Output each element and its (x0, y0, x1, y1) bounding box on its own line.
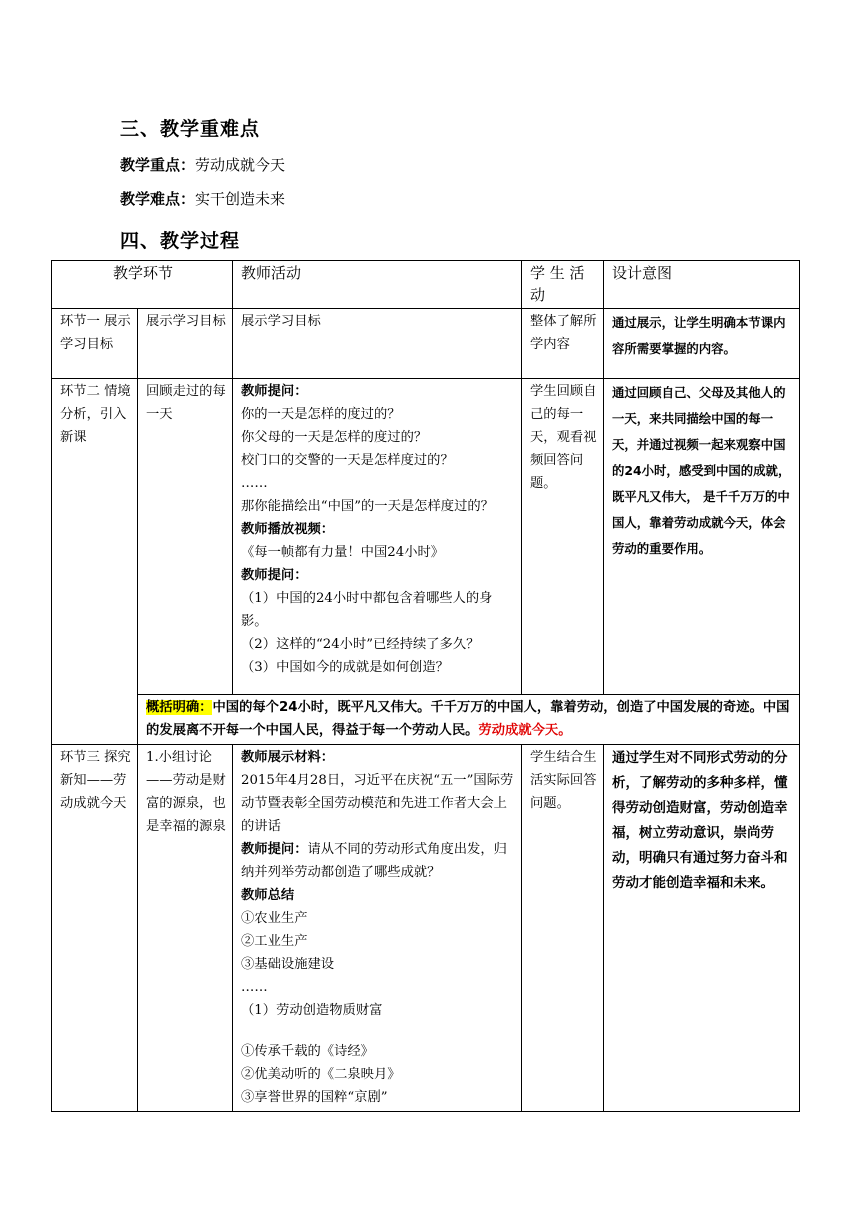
row2-answer-3: （3）中国如今的成就是如何创造？ (241, 660, 449, 675)
row2-stage: 环节二 情境分析，引入新课 (52, 379, 138, 745)
row2-sub: 回顾走过的每一天 (138, 379, 233, 695)
table-header-row (52, 261, 800, 309)
row2-video-title: 《每一帧都有力量！中国24小时》 (241, 545, 445, 560)
row3-teacher (233, 745, 522, 1112)
difficult-point-line (120, 188, 285, 209)
header-student-activity: 学 生 活 动 (522, 261, 604, 309)
row3-culture-2: ②优美动听的《二泉映月》 (241, 1067, 401, 1082)
row3-culture-1: ①传承千载的《诗经》 (241, 1044, 374, 1059)
row3-ask (241, 838, 515, 884)
summary-red-text: 劳动成就今天。 (478, 723, 572, 738)
key-point-line (120, 154, 285, 175)
table-row (52, 309, 800, 379)
row1-teacher: 展示学习目标 (233, 309, 522, 379)
row1-stage: 环节一 展示学习目标 (52, 309, 138, 379)
row2-summary (138, 695, 800, 745)
row3-spacer (241, 1022, 515, 1040)
row2-video-label: 教师播放视频： (241, 522, 335, 537)
header-stage: 教学环节 (52, 261, 233, 309)
row3-material: 2015年4月28日，习近平在庆祝“五一”国际劳动节暨表彰全国劳动模范和先进工作者大会上的讲话 (241, 773, 514, 834)
row2-question-3: 校门口的交警的一天是怎样度过的？ (241, 453, 454, 468)
row3-material-label: 教师展示材料： (241, 750, 335, 765)
row2-question-1: 你的一天是怎样的度过的？ (241, 407, 401, 422)
row2-question-2: 你父母的一天是怎样的度过的？ (241, 430, 428, 445)
row3-item-3: ③基础设施建设 (241, 957, 335, 972)
table-row (52, 745, 800, 1112)
difficult-point-label: 教学难点： (120, 190, 196, 208)
row2-answer-1: （1）中国的24小时中都包含着哪些人的身影。 (241, 591, 493, 629)
key-point-value: 劳动成就今天 (195, 156, 286, 174)
row3-ellipsis: …… (241, 980, 268, 995)
row1-sub: 展示学习目标 (138, 309, 233, 379)
row2-teacher (233, 379, 522, 695)
teaching-process-table (51, 260, 800, 1112)
key-point-label: 教学重点： (120, 156, 196, 174)
row2-student: 学生回顾自己的每一天，观看视频回答问题。 (522, 379, 604, 695)
row2-question-4: 那你能描绘出“中国”的一天是怎样度过的？ (241, 499, 494, 514)
row2-ask-label: 教师提问： (241, 384, 308, 399)
section-heading-key-points: 三、教学重难点 (120, 118, 261, 140)
summary-text: 中国的每个24小时，既平凡又伟大。千千万万的中国人，靠着劳动，创造了中国发展的奇迹。中国的发展离不开每一个中国人民，得益于每一个劳动人民。 (146, 700, 790, 738)
row3-wealth: （1）劳动创造物质财富 (241, 1003, 383, 1018)
difficult-point-value: 实干创造未来 (195, 190, 286, 208)
table-row (52, 379, 800, 695)
row3-culture-3: ③享誉世界的国粹“京剧” (241, 1090, 388, 1105)
row3-ask-text: 请从不同的劳动形式角度出发，归纳并列举劳动都创造了哪些成就？ (241, 842, 507, 880)
summary-label: 概括明确： (146, 700, 213, 715)
row3-stage: 环节三 探究新知——劳动成就今天 (52, 745, 138, 1112)
header-design-intent: 设计意图 (604, 261, 800, 309)
section-heading-process: 四、教学过程 (120, 230, 241, 252)
row3-summary-label: 教师总结 (241, 888, 295, 903)
row3-ask-label: 教师提问： (241, 842, 308, 857)
row1-student: 整体了解所学内容 (522, 309, 604, 379)
row3-student: 学生结合生活实际回答问题。 (522, 745, 604, 1112)
row2-answer-2: （2）这样的“24小时”已经持续了多久？ (241, 637, 480, 652)
header-teacher-activity: 教师活动 (233, 261, 522, 309)
row3-item-1: ①农业生产 (241, 911, 308, 926)
row2-design: 通过回顾自己、父母及其他人的一天，来共同描绘中国的每一天，并通过视频一起来观察中国的24小时，感受到中国的成就，既平凡又伟大， 是千千万万的中国人，靠着劳动成就今天，体会劳动的重要作用。 (604, 379, 800, 695)
row3-design: 通过学生对不同形式劳动的分析，了解劳动的多种多样，懂得劳动创造财富，劳动创造幸福，树立劳动意识，崇尚劳动，明确只有通过努力奋斗和劳动才能创造幸福和未来。 (604, 745, 800, 1112)
table-row (52, 695, 800, 745)
row2-ellipsis: …… (241, 476, 268, 491)
row1-design: 通过展示，让学生明确本节课内容所需要掌握的内容。 (604, 309, 800, 379)
row3-sub: 1.小组讨论——劳动是财富的源泉，也是幸福的源泉 (138, 745, 233, 1112)
row3-item-2: ②工业生产 (241, 934, 308, 949)
row2-ask2-label: 教师提问： (241, 568, 308, 583)
